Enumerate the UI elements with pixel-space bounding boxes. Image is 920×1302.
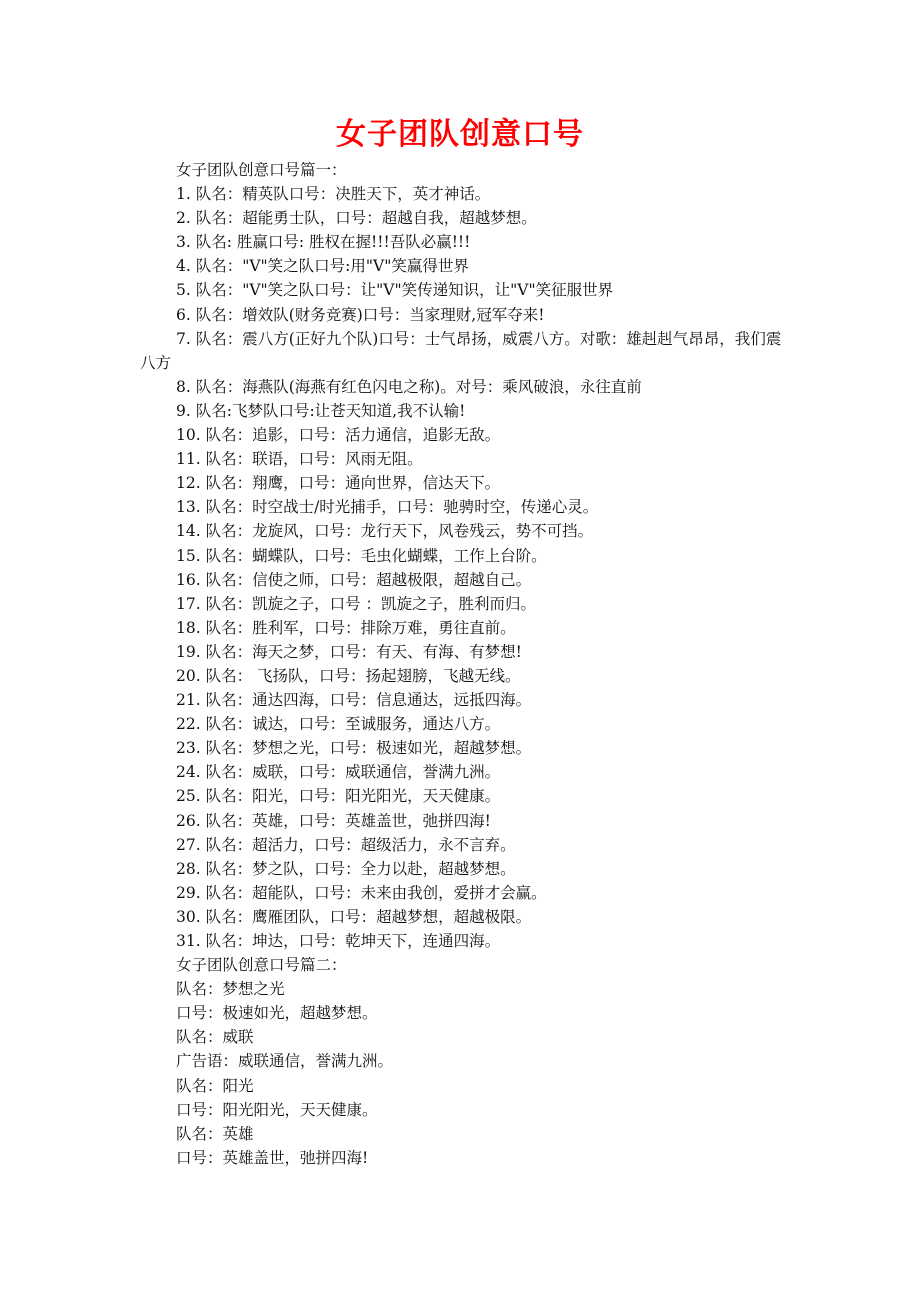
slogan-item: 19. 队名：海天之梦，口号：有天、有海、有梦想! [176,642,522,661]
slogan-item: 2. 队名：超能勇士队，口号：超越自我，超越梦想。 [176,209,537,228]
slogan-item: 29. 队名：超能队，口号：未来由我创，爱拼才会赢。 [176,883,547,902]
section2-line: 口号：英雄盖世，弛拼四海! [176,1148,369,1167]
slogan-item: 24. 队名：威联，口号：威联通信，誉满九洲。 [176,763,501,782]
slogan-item: 6. 队名：增效队(财务竞赛)口号：当家理财,冠军夺来! [176,305,545,324]
slogan-item: 21. 队名：通达四海，口号：信息通达，远抵四海。 [176,691,532,710]
slogan-item: 14. 队名：龙旋风，口号：龙行天下，风卷残云，势不可挡。 [176,522,594,541]
slogan-item: 30. 队名：鹰雁团队，口号：超越梦想，超越极限。 [176,907,532,926]
section2-line: 口号：极速如光，超越梦想。 [176,1004,378,1023]
section2-line: 队名：梦想之光 [176,980,285,999]
slogan-item: 18. 队名：胜利军，口号：排除万难，勇往直前。 [176,618,516,637]
slogan-item: 15. 队名：蝴蝶队，口号：毛虫化蝴蝶，工作上台阶。 [176,546,547,565]
slogan-item: 25. 队名：阳光，口号：阳光阳光，天天健康。 [176,787,501,806]
section2-line: 口号：阳光阳光，天天健康。 [176,1100,378,1119]
document-title: 女子团队创意口号 [336,117,584,152]
slogan-item: 26. 队名：英雄，口号：英雄盖世，弛拼四海! [176,811,491,830]
slogan-item: 22. 队名：诚达，口号：至诚服务，通达八方。 [176,715,501,734]
section-heading: 女子团队创意口号篇一： [176,161,347,179]
slogan-item: 27. 队名：超活力，口号：超级活力，永不言弃。 [176,835,516,854]
slogan-item: 31. 队名：坤达，口号：乾坤天下，连通四海。 [176,932,501,950]
slogan-item: 8. 队名：海燕队(海燕有红色闪电之称)。对号：乘风破浪，永往直前 [176,377,642,396]
slogan-item: 11. 队名：联语，口号：风雨无阻。 [176,450,423,469]
slogan-item: 7. 队名：震八方(正好九个队)口号：士气昂扬，威震八方。对歌：雄赳赳气昂昂，我们震八方 [140,329,782,372]
slogan-item: 16. 队名：信使之师，口号：超越极限，超越自己。 [176,570,532,589]
slogan-item: 12. 队名：翔鹰，口号：通向世界，信达天下。 [176,474,501,493]
section2-line: 广告语：威联通信，誉满九洲。 [176,1052,394,1071]
slogan-item: 17. 队名：凯旋之子，口号 ：凯旋之子，胜利而归。 [176,594,537,613]
slogan-item: 28. 队名：梦之队，口号：全力以赴，超越梦想。 [176,859,516,878]
section2-line: 队名：英雄 [176,1124,254,1143]
slogan-item: 9. 队名:飞梦队口号:让苍天知道,我不认输! [176,401,466,420]
slogan-item: 3. 队名: 胜赢口号: 胜权在握!!!吾队必赢!!! [176,233,471,252]
section2-line: 队名：威联 [176,1028,254,1047]
slogan-item: 5. 队名："V"笑之队口号：让"V"笑传递知识，让"V"笑征服世界 [176,281,614,300]
slogan-item: 1. 队名：精英队口号：决胜天下，英才神话。 [176,185,491,204]
slogan-item: 20. 队名： 飞扬队，口号：扬起翅膀，飞越无线。 [176,666,521,685]
slogan-item: 13. 队名：时空战士/时光捕手，口号：驰骋时空，传递心灵。 [176,498,599,517]
slogan-item: 10. 队名：追影，口号：活力通信，追影无敌。 [176,426,501,445]
slogan-item: 4. 队名："V"笑之队口号:用"V"笑赢得世界 [176,257,469,276]
slogan-item: 23. 队名：梦想之光，口号：极速如光，超越梦想。 [176,739,532,758]
section2-line: 队名：阳光 [176,1076,254,1095]
section-heading: 女子团队创意口号篇二： [176,956,347,975]
document-body [140,158,785,1170]
